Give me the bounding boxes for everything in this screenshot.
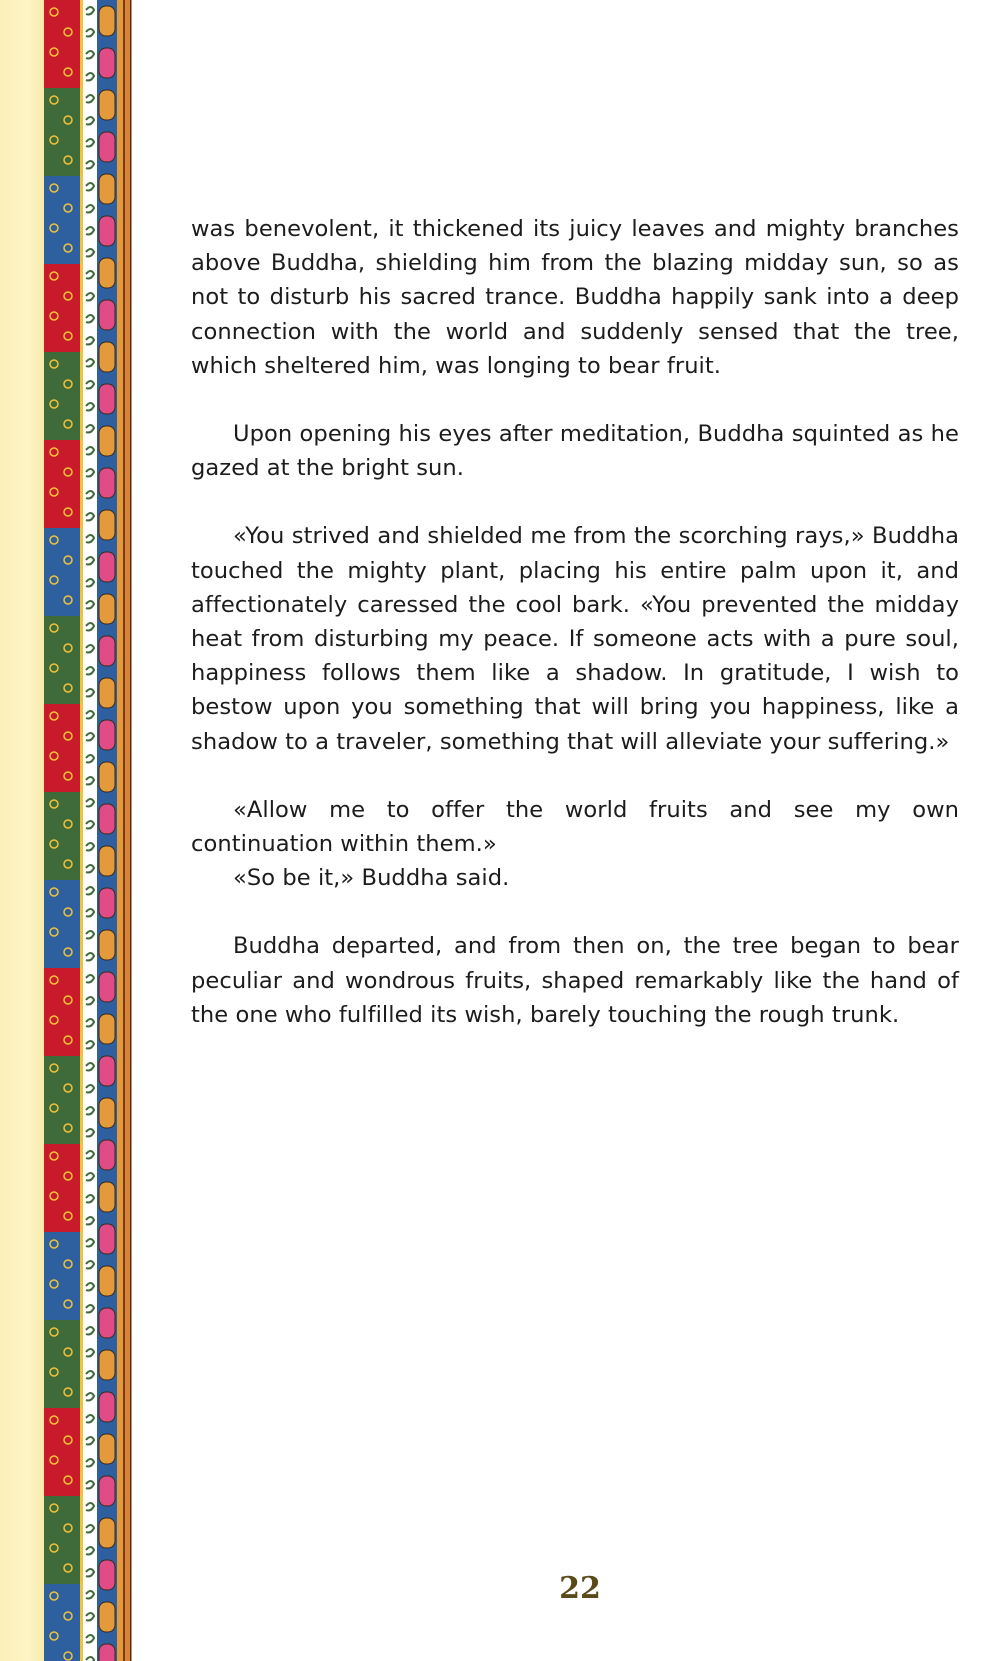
border-gold-line — [80, 0, 83, 1661]
border-band-segment — [44, 88, 80, 176]
border-pill — [99, 1098, 115, 1128]
border-band-segment — [44, 176, 80, 264]
border-pill — [99, 426, 115, 456]
paragraph-6: Buddha departed, and from then on, the tree began to bear peculiar and wondrous fruits, shaped remarkably like the hand of the one who fulfilled its wish, barely touching the rough trunk. — [191, 933, 959, 1028]
border-pill — [99, 1602, 115, 1632]
border-orange-stripe-2 — [125, 0, 130, 1661]
border-pill — [99, 888, 115, 918]
border-pill — [99, 510, 115, 540]
border-band-segment — [44, 0, 80, 88]
paragraph-1: was benevolent, it thickened its juicy leaves and mighty branches above Buddha, shielding him from the blazing midday sun, so as not to disturb his sacred trance. Buddha happily sank into a deep connection with the world and suddenly sensed that the tree, which sheltered him, was longing to bear fruit. — [191, 216, 959, 379]
border-pill — [99, 1476, 115, 1506]
border-band-segment — [44, 1320, 80, 1408]
border-pill — [99, 1644, 115, 1661]
border-band-segment — [44, 968, 80, 1056]
border-pill — [99, 1518, 115, 1548]
border-pill — [99, 132, 115, 162]
border-pill — [99, 1224, 115, 1254]
border-pill — [99, 930, 115, 960]
border-pill — [99, 174, 115, 204]
border-band-segment — [44, 1496, 80, 1584]
border-pill — [99, 384, 115, 414]
border-pill — [99, 1560, 115, 1590]
border-edge-line — [130, 0, 132, 1661]
border-pill — [99, 48, 115, 78]
border-band-segment — [44, 880, 80, 968]
border-pill — [99, 972, 115, 1002]
border-band-segment — [44, 1232, 80, 1320]
paragraph-5: «So be it,» Buddha said. — [233, 865, 510, 892]
border-pill — [99, 846, 115, 876]
border-pill — [99, 90, 115, 120]
border-pill — [99, 216, 115, 246]
border-pill — [99, 1056, 115, 1086]
story-text — [191, 212, 959, 1032]
border-pill — [99, 552, 115, 582]
border-pill — [99, 1392, 115, 1422]
paragraph-3: «You strived and shielded me from the scorching rays,» Buddha touched the mighty plant, placing his entire palm upon it, and affectionately caressed the cool bark. «You prevented the midday heat from disturbing my peace. If someone acts with a pure soul, happiness follows them like a shadow. In gratitude, I wish to bestow upon you something that will bring you happiness, like a shadow to a traveler, something that will alleviate your suffering.» — [191, 523, 959, 755]
page-margin — [0, 0, 48, 1661]
border-band-segment — [44, 1408, 80, 1496]
border-pill — [99, 258, 115, 288]
page-number: 22 — [559, 1571, 601, 1606]
border-band-segment — [44, 352, 80, 440]
border-band-segment — [44, 616, 80, 704]
border-pill — [99, 804, 115, 834]
border-pill — [99, 636, 115, 666]
border-pill — [99, 1350, 115, 1380]
border-pill — [99, 762, 115, 792]
paragraph-2: Upon opening his eyes after meditation, Buddha squinted as he gazed at the bright sun. — [191, 421, 959, 482]
border-pill — [99, 1140, 115, 1170]
border-dark-stripe — [123, 0, 125, 1661]
border-pill — [99, 300, 115, 330]
border-pill — [99, 1308, 115, 1338]
border-pill — [99, 720, 115, 750]
border-band-segment — [44, 528, 80, 616]
border-band-segment — [44, 440, 80, 528]
border-pill — [99, 594, 115, 624]
ornament-pattern — [44, 0, 140, 1661]
border-orange-stripe — [117, 0, 123, 1661]
border-pill — [99, 1014, 115, 1044]
border-pill — [99, 6, 115, 36]
border-band-segment — [44, 1144, 80, 1232]
decorative-border — [44, 0, 140, 1661]
border-pill — [99, 342, 115, 372]
border-band-segment — [44, 264, 80, 352]
border-pill — [99, 678, 115, 708]
border-band-segment — [44, 792, 80, 880]
border-pill — [99, 1182, 115, 1212]
border-pill — [99, 1434, 115, 1464]
border-band-segment — [44, 704, 80, 792]
border-band-segment — [44, 1056, 80, 1144]
paragraph-4: «Allow me to offer the world fruits and see my own continuation within them.» — [191, 796, 959, 858]
border-pill — [99, 1266, 115, 1296]
border-pill — [99, 468, 115, 498]
